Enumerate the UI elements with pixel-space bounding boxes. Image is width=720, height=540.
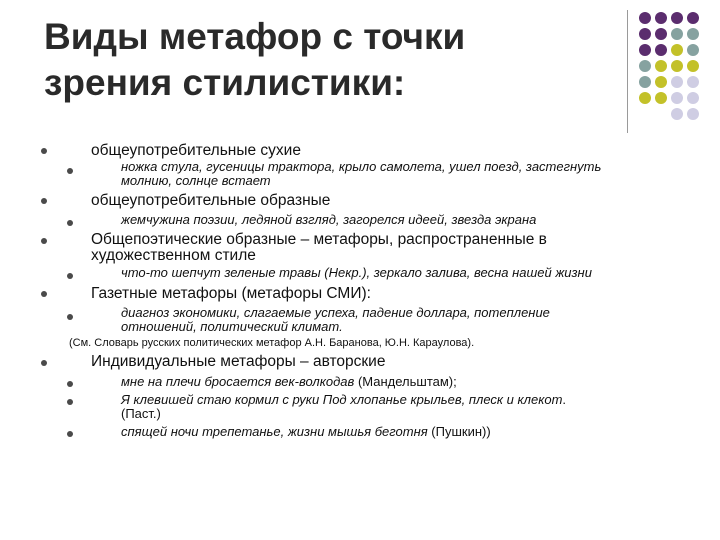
slide-title — [44, 14, 604, 106]
decor-dot — [687, 76, 699, 88]
decor-dot — [671, 44, 683, 56]
decor-dot — [655, 44, 667, 56]
example-line: ножка стула, гусеницы трактора, крыло самолета, ушел поезд, застегнуть — [121, 159, 602, 174]
bullet-icon — [67, 381, 73, 387]
decor-dot — [687, 44, 699, 56]
bullet-icon — [41, 148, 47, 154]
decor-dot — [687, 60, 699, 72]
example-line — [121, 424, 491, 439]
decor-dot — [639, 92, 651, 104]
decor-dot — [639, 12, 651, 24]
example-line — [121, 392, 566, 407]
decor-dot — [639, 44, 651, 56]
decor-dot — [687, 28, 699, 40]
decor-dot — [639, 28, 651, 40]
bullet-icon — [41, 291, 47, 297]
item-heading-poetic: Общепоэтические образные – метафоры, распространенные в — [91, 231, 547, 248]
title-line-1: Виды метафор с точки — [44, 16, 466, 57]
decor-divider — [627, 10, 628, 133]
decor-dot — [639, 76, 651, 88]
example-author: . — [562, 392, 567, 407]
example-author: (Мандельштам); — [354, 374, 457, 389]
example-line — [121, 406, 161, 421]
example-line — [121, 374, 457, 389]
example-text: Я клевишей стаю кормил с руки Под хлопанье крыльев, плеск и клекот — [121, 392, 563, 407]
example-line: отношений, политический климат. — [121, 319, 343, 334]
item-heading-general-figurative: общеупотребительные образные — [91, 192, 331, 209]
example-text: мне на плечи бросается век-волкодав — [121, 374, 355, 389]
example-line: диагноз экономики, слагаемые успеха, падение доллара, потепление — [121, 305, 550, 320]
item-heading-poetic-cont: художественном стиле — [91, 247, 256, 264]
decor-dot — [671, 92, 683, 104]
decor-dot — [671, 60, 683, 72]
item-heading-newspaper: Газетные метафоры (метафоры СМИ): — [91, 285, 371, 302]
example-text: спящей ночи трепетанье, жизни мышья беготня — [121, 424, 428, 439]
bullet-icon — [41, 198, 47, 204]
bullet-icon — [67, 273, 73, 279]
decor-dot — [655, 76, 667, 88]
decor-dot — [655, 60, 667, 72]
example-line: жемчужина поэзии, ледяной взгляд, загорелся идеей, звезда экрана — [121, 212, 537, 227]
bullet-icon — [41, 238, 47, 244]
bullet-icon — [67, 399, 73, 405]
decor-dot — [687, 108, 699, 120]
example-line: что-то шепчут зеленые травы (Некр.), зеркало залива, весна нашей жизни — [121, 265, 592, 280]
example-author: (Паст.) — [121, 406, 161, 421]
example-line: молнию, солнце встает — [121, 173, 271, 188]
bullet-icon — [67, 431, 73, 437]
item-heading-individual: Индивидуальные метафоры – авторские — [91, 353, 386, 370]
decor-dot — [655, 28, 667, 40]
bullet-icon — [67, 168, 73, 174]
decor-dot — [671, 12, 683, 24]
decor-dot — [671, 76, 683, 88]
bullet-icon — [67, 314, 73, 320]
decor-dot — [687, 12, 699, 24]
item-heading-general-dry: общеупотребительные сухие — [91, 142, 301, 159]
example-author: (Пушкин)) — [427, 424, 491, 439]
decor-dot — [655, 12, 667, 24]
bullet-icon — [41, 360, 47, 366]
decor-dot — [687, 92, 699, 104]
bullet-icon — [67, 220, 73, 226]
decor-dot — [655, 92, 667, 104]
source-note: (См. Словарь русских политических метафор А.Н. Баранова, Ю.Н. Караулова). — [69, 337, 475, 349]
decor-dot — [671, 28, 683, 40]
title-line-2: зрения стилистики: — [44, 62, 406, 103]
decor-dot — [671, 108, 683, 120]
decor-dot — [639, 60, 651, 72]
